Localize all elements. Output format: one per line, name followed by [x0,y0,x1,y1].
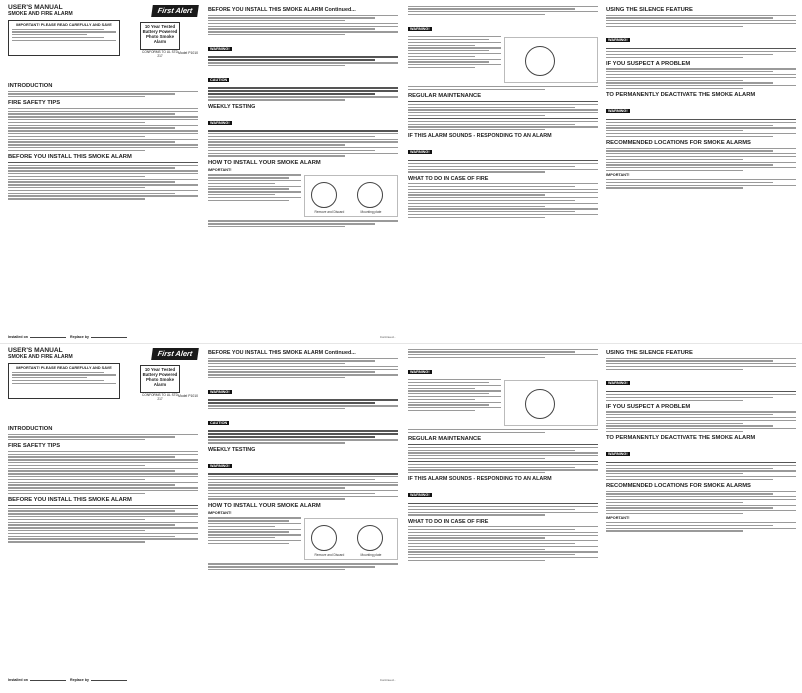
page-respond [404,2,602,342]
section-heading: IF YOU SUSPECT A PROBLEM [606,403,691,410]
manual-title: USER'S MANUAL [8,347,63,354]
section-heading: FIRE SAFETY TIPS [8,100,61,107]
warning-badge: WARNING! [410,150,430,155]
caution-badge: CAUTION [210,77,228,82]
install-diagram: Remove and Discard Mounting plate [304,518,399,560]
compliance-note: CONFORMS TO UL STD 217 [142,393,178,401]
mounting-diagram [504,37,599,83]
section-heading: BEFORE YOU INSTALL THIS SMOKE ALARM Continued... [208,7,356,13]
important-label: IMPORTANT! [208,510,232,515]
important-label: IMPORTANT! [606,173,630,178]
caution-badge: CAUTION [210,420,228,425]
warning-badge: WARNING! [608,38,628,43]
compliance-note: CONFORMS TO UL STD 217 [142,50,178,58]
section-heading: USING THE SILENCE FEATURE [606,7,693,13]
manual-subtitle: SMOKE AND FIRE ALARM [8,354,73,360]
section-heading: BEFORE YOU INSTALL THIS SMOKE ALARM [8,154,132,161]
section-heading: IF YOU SUSPECT A PROBLEM [606,60,691,67]
warning-badge: WARNING! [210,46,230,51]
section-heading: FIRE SAFETY TIPS [8,443,61,450]
installed-on-field: Installed on Replace by [8,335,127,339]
important-box: IMPORTANT! PLEASE READ CAREFULLY AND SAVE [8,363,120,399]
brand-logo: First Alert [151,5,199,17]
section-heading: BEFORE YOU INSTALL THIS SMOKE ALARM Continued... [208,350,356,356]
section-heading: RECOMMENDED LOCATIONS FOR SMOKE ALARMS [606,483,751,490]
important-box: IMPORTANT! PLEASE READ CAREFULLY AND SAVE [8,20,120,56]
section-heading: TO PERMANENTLY DEACTIVATE THE SMOKE ALARM [606,435,756,442]
page-install [204,2,402,342]
product-box: 10 Year Tested Battery Powered Photo Smoke Alarm [140,365,180,393]
page-install-copy [204,345,402,685]
important-label: IMPORTANT! [606,516,630,521]
warning-badge: WARNING! [608,109,628,114]
important-label: IMPORTANT! [208,167,232,172]
continued-note: Continued... [379,678,396,682]
warning-badge: WARNING! [410,26,430,31]
model-number: Model P1010 [178,51,198,55]
section-heading: HOW TO INSTALL YOUR SMOKE ALARM [208,159,321,166]
install-diagram: Remove and Discard Mounting plate [304,175,399,217]
manual-title: USER'S MANUAL [8,4,63,11]
page-respond-copy [404,345,602,685]
brand-logo: First Alert [151,348,199,360]
section-heading: USING THE SILENCE FEATURE [606,350,693,356]
model-number: Model P1010 [178,394,198,398]
section-heading: IF THIS ALARM SOUNDS - RESPONDING TO AN ALARM [408,133,552,140]
section-heading: TO PERMANENTLY DEACTIVATE THE SMOKE ALARM [606,92,756,99]
warning-badge: WARNING! [608,381,628,386]
section-heading: BEFORE YOU INSTALL THIS SMOKE ALARM [8,497,132,504]
section-heading: REGULAR MAINTENANCE [408,93,482,100]
section-heading: HOW TO INSTALL YOUR SMOKE ALARM [208,502,321,509]
warning-badge: WARNING! [210,463,230,468]
section-heading: RECOMMENDED LOCATIONS FOR SMOKE ALARMS [606,140,751,147]
manual-subtitle: SMOKE AND FIRE ALARM [8,11,73,17]
installed-on-field: Installed on Replace by [8,678,127,682]
page-cover [4,2,202,342]
section-heading: WHAT TO DO IN CASE OF FIRE [408,175,489,182]
product-box: 10 Year Tested Battery Powered Photo Smoke Alarm [140,22,180,50]
section-heading: REGULAR MAINTENANCE [408,436,482,443]
warning-badge: WARNING! [608,452,628,457]
mounting-diagram [504,380,599,426]
continued-note: Continued... [379,335,396,339]
section-heading: WEEKLY TESTING [208,103,256,110]
page-silence [602,2,800,342]
page-silence-copy [602,345,800,685]
warning-badge: WARNING! [410,369,430,374]
section-heading: INTRODUCTION [8,83,53,89]
warning-badge: WARNING! [210,389,230,394]
page-cover-copy [4,345,202,685]
section-heading: WHAT TO DO IN CASE OF FIRE [408,518,489,525]
section-heading: INTRODUCTION [8,426,53,432]
warning-badge: WARNING! [210,120,230,125]
section-heading: IF THIS ALARM SOUNDS - RESPONDING TO AN ALARM [408,476,552,483]
warning-badge: WARNING! [410,493,430,498]
section-heading: WEEKLY TESTING [208,446,256,453]
fold-line [0,343,802,344]
